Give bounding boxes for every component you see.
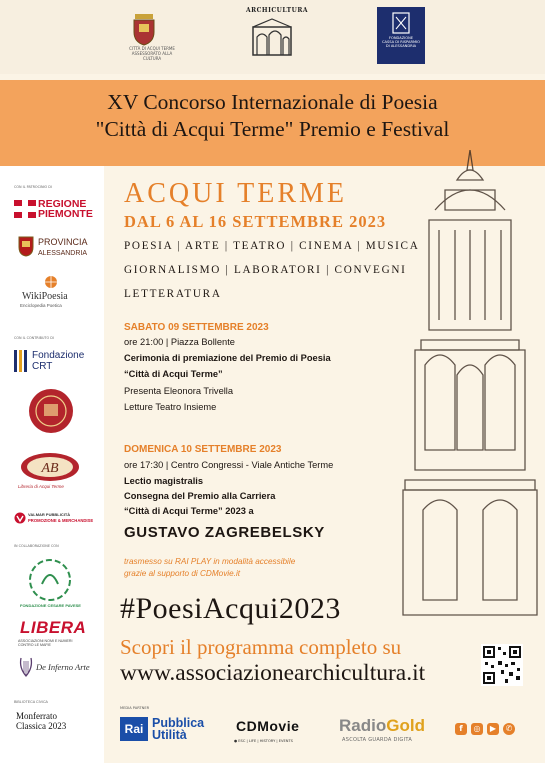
qr-code-icon[interactable] — [481, 644, 523, 686]
svg-text:AB: AB — [41, 461, 59, 476]
saturday-date: SABATO 09 SETTEMBRE 2023 — [124, 322, 269, 333]
facebook-icon[interactable]: f — [455, 723, 467, 735]
contributo-label: CON IL CONTRIBUTO DI — [14, 336, 54, 340]
cdmovie-logo: CDMovie — [236, 718, 300, 734]
fondazione-caption: FONDAZIONE CASSA DI RISPARMIO DI ALESSANDRIA — [382, 36, 420, 49]
bell-tower-sketch — [395, 150, 545, 620]
provincia-logo: PROVINCIA ALESSANDRIA — [38, 237, 88, 257]
libera-caption: ASSOCIAZIONI NOMI E NUMERI CONTRO LE MAFIE — [18, 639, 73, 647]
valmar-icon — [14, 512, 26, 524]
rai-pubblica-utilita: Pubblica Utilità — [152, 716, 205, 742]
rai-logo: Rai — [120, 717, 148, 741]
honoree-name: GUSTAVO ZAGREBELSKY — [124, 524, 325, 541]
instagram-icon[interactable]: ◎ — [471, 723, 483, 735]
festival-dates: DAL 6 AL 16 SETTEMBRE 2023 — [124, 212, 387, 231]
valmar-logo: VALMAR PUBBLICITÀ — [28, 512, 71, 517]
title-line-1: XV Concorso Internazionale di Poesia — [107, 90, 438, 114]
title-line-2: "Città di Acqui Terme" Premio e Festival — [95, 117, 450, 141]
saturday-line-2: “Città di Acqui Terme” — [124, 369, 223, 379]
fondazione-emblem-icon — [377, 7, 425, 37]
collaborazione-label: IN COLLABORAZIONE CON — [14, 544, 59, 548]
saturday-line-4: Letture Teatro Insieme — [124, 402, 217, 412]
regione-logo: REGIONE PIEMONTE — [38, 198, 93, 220]
sunday-line-1: Lectio magistralis — [124, 476, 204, 486]
deinfo-logo: De Inferno Arte — [36, 662, 90, 672]
radiogold-logo: RadioGold — [339, 716, 425, 735]
media-partner-label: MEDIA PARTNER — [120, 706, 150, 710]
wikipoesia-logo: WikiPoesia — [22, 291, 68, 302]
crt-logo: Fondazione CRT — [32, 350, 85, 372]
libera-logo: LIBERA — [20, 618, 87, 637]
sunday-line-2: Consegna del Premio alla Carriera — [124, 491, 276, 501]
sunday-line-3: “Città di Acqui Terme” 2023 a — [124, 506, 254, 516]
sunday-date: DOMENICA 10 SETTEMBRE 2023 — [124, 444, 282, 455]
wikipoesia-globe-icon — [44, 275, 58, 289]
archicultura-title: ARCHICULTURA — [246, 7, 308, 14]
saturday-line-3: Presenta Eleonora Trivella — [124, 386, 234, 396]
provincia-crest-icon — [18, 235, 34, 257]
piemonte-flag-icon — [14, 200, 36, 218]
pavese-caption: FONDAZIONE CESARE PAVESE — [20, 603, 81, 608]
patrocinio-label: CON IL PATROCINIO DI — [14, 185, 52, 189]
program-prompt: Scopri il programma completo su — [120, 635, 402, 659]
badge-seal-icon — [28, 388, 74, 434]
categories-line-3: LETTERATURA — [124, 288, 222, 300]
broadcast-line-2: grazie al supporto di CDMovie.it — [124, 569, 241, 578]
cdmovie-tagline: ● ESC | LIFE | HISTORY | EVENTS — [234, 739, 293, 743]
saturday-time-place: ore 21:00 | Piazza Bollente — [124, 337, 235, 347]
valmar-sub: PROMOZIONE & MERCHANDISE — [28, 518, 94, 523]
youtube-icon[interactable]: ▶ — [487, 723, 499, 735]
biblioteca-caption: BIBLIOTECA CIVICA — [14, 700, 48, 704]
wikipoesia-caption: Enciclopedia Poetica — [20, 303, 62, 308]
saturday-line-1: Cerimonia di premiazione del Premio di Poesia — [124, 353, 331, 363]
crt-bars-icon — [14, 350, 28, 372]
radiogold-tagline: ASCOLTA GUARDA DIGITA — [342, 737, 413, 743]
archicultura-logo-icon — [251, 17, 293, 57]
libreria-caption: Libreria di Acqui Terme — [18, 484, 64, 489]
sunday-time-place: ore 17:30 | Centro Congressi - Viale Antiche Terme — [124, 460, 334, 470]
lyre-icon — [18, 656, 34, 678]
libreria-ab-logo-icon — [20, 452, 80, 482]
categories-line-2: GIORNALISMO | LABORATORI | CONVEGNI — [124, 264, 407, 276]
pavese-foundation-logo-icon — [24, 556, 76, 604]
whatsapp-icon[interactable]: ✆ — [503, 723, 515, 735]
city-heading: ACQUI TERME — [124, 178, 348, 209]
website-link[interactable]: www.associazionearchicultura.it — [120, 660, 426, 686]
monferrato-logo: Monferrato Classica 2023 — [16, 711, 67, 731]
broadcast-line-1: trasmesso su RAI PLAY in modalità accessibile — [124, 557, 296, 566]
comune-crest-icon — [130, 12, 158, 46]
categories-line-1: POESIA | ARTE | TEATRO | CINEMA | MUSICA — [124, 240, 420, 252]
hashtag: #PoesiAcqui2023 — [120, 592, 341, 625]
comune-caption: CITTÀ DI ACQUI TERME ASSESSORATO ALLA CULTURA — [129, 46, 175, 61]
